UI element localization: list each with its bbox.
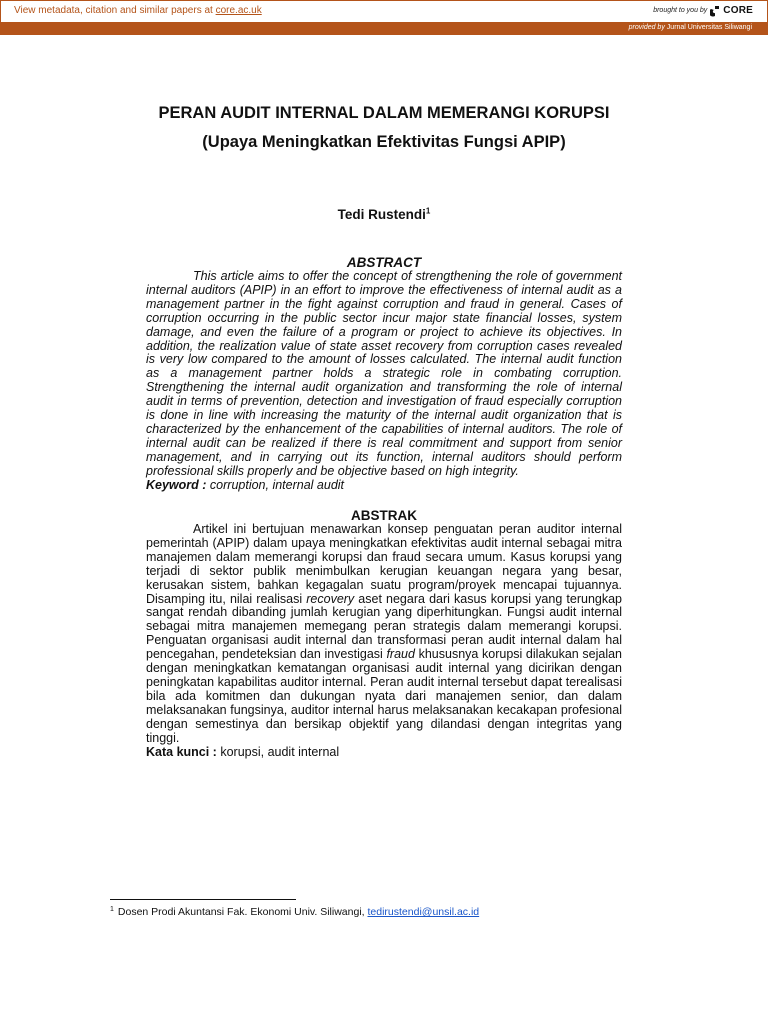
footnote-text: Dosen Prodi Akuntansi Fak. Ekonomi Univ. Siliwangi, [117,906,368,918]
abstract-heading: ABSTRACT [346,255,422,270]
metadata-notice [14,5,262,16]
core-logo-icon [710,4,720,16]
kata-kunci-values: korupsi, audit internal [216,744,340,759]
core-brand[interactable] [653,4,753,16]
paper-subtitle: (Upaya Meningkatkan Efektivitas Fungsi APIP) [202,133,566,151]
abstrak-italic-recovery: recovery [306,591,355,606]
keyword-values: corruption, internal audit [206,477,345,492]
abstrak-text-part1: Artikel ini bertujuan menawarkan konsep penguatan peran auditor internal pemerintah (APIP) dalam upaya meningkatkan efektivitas audit internal sebagai mitra manajemen dalam memerangi korupsi dan fraud secara umum. Kasus korupsi yang terjadi di sektor publik menimbulkan kerugian keuangan negara yang besar, kerusakan sistem, bahkan kegagalan suatu program/proyek mencapai tujuannya. Disamping itu, nilai realisasi [146,522,622,606]
kata-kunci-label: Kata kunci : [146,744,217,759]
provided-by-bar [0,22,768,35]
core-banner [0,0,768,22]
abstrak-text-part2: aset negara dari kasus korupsi yang terungkap sangat rendah dibanding jumlah kerugian yang diperhitungkan. Fungsi audit internal sebagai mitra manajemen memegang peran strategis dalam memerangi korupsi. Penguatan organisasi audit internal dan transformasi peran audit internal dalam hal pencegahan, pendeteksian dan investigasi [146,591,622,662]
provided-by-prefix: provided by [628,24,665,31]
core-logo-text: CORE [723,4,753,16]
keyword-label: Keyword : [146,477,207,492]
provided-by-text[interactable] [629,24,752,31]
paper-title: PERAN AUDIT INTERNAL DALAM MEMERANGI KORUPSI [158,104,610,122]
metadata-prefix: View metadata, citation and similar papers at [14,5,216,16]
author-name [0,207,768,222]
footnote-marker: 1 [110,905,114,913]
abstrak-text-part3: khususnya korupsi dilakukan sejalan dengan meningkatkan kematangan organisasi audit internal yang dicirikan dengan peningkatan kapabilitas auditor internal. Peran audit internal tersebut dapat terealisasi bila ada komitmen dan dukungan nyata dari manajemen senior, dan dalam melaksanakan fungsinya, auditor internal harus melaksanakan kecakapan profesional dengan semestinya dan bersikap objektif yang dilandasi dengan integritas yang tinggi. [146,647,623,745]
footnote [110,906,479,918]
provided-by-source: Jurnal Universitas Siliwangi [666,24,752,31]
abstract-text: This article aims to offer the concept of strengthening the role of government internal auditors (APIP) in an effort to improve the effectiveness of internal audit as a management partner in the fight against corruption and fraud in general. Cases of corruption occurring in the public sector incur major state financial losses, system damage, and even the failure of a program or project to achieve its objectives. In addition, the realization value of state asset recovery from corruption cases revealed is very low compared to the amount of losses calculated. The internal audit function as a management partner holds a strategic role in combating corruption. Strengthening the internal audit organization and transforming the role of internal audit in terms of prevention, detection and investigation of fraud especially corruption is done in line with increasing the maturity of the internal audit organization that is characterized by the enhancement of the capabilities of internal auditors. The role of internal audit can be realized if there is real commitment and support from senior management, and in carrying out its function, internal auditors should perform professional skills properly and be objective based on high integrity. [146,269,622,478]
author-email-link[interactable]: tedirustendi@unsil.ac.id [367,906,480,918]
brought-to-you-label: brought to you by [653,6,708,14]
abstrak-body [146,523,622,759]
footnote-divider [110,899,296,900]
abstrak-italic-fraud: fraud [386,647,415,662]
abstract-body [146,270,622,493]
author-text: Tedi Rustendi [337,207,426,222]
abstrak-heading: ABSTRAK [351,508,417,523]
author-footnote-marker: 1 [425,206,431,216]
core-ac-uk-link[interactable]: core.ac.uk [215,5,262,16]
